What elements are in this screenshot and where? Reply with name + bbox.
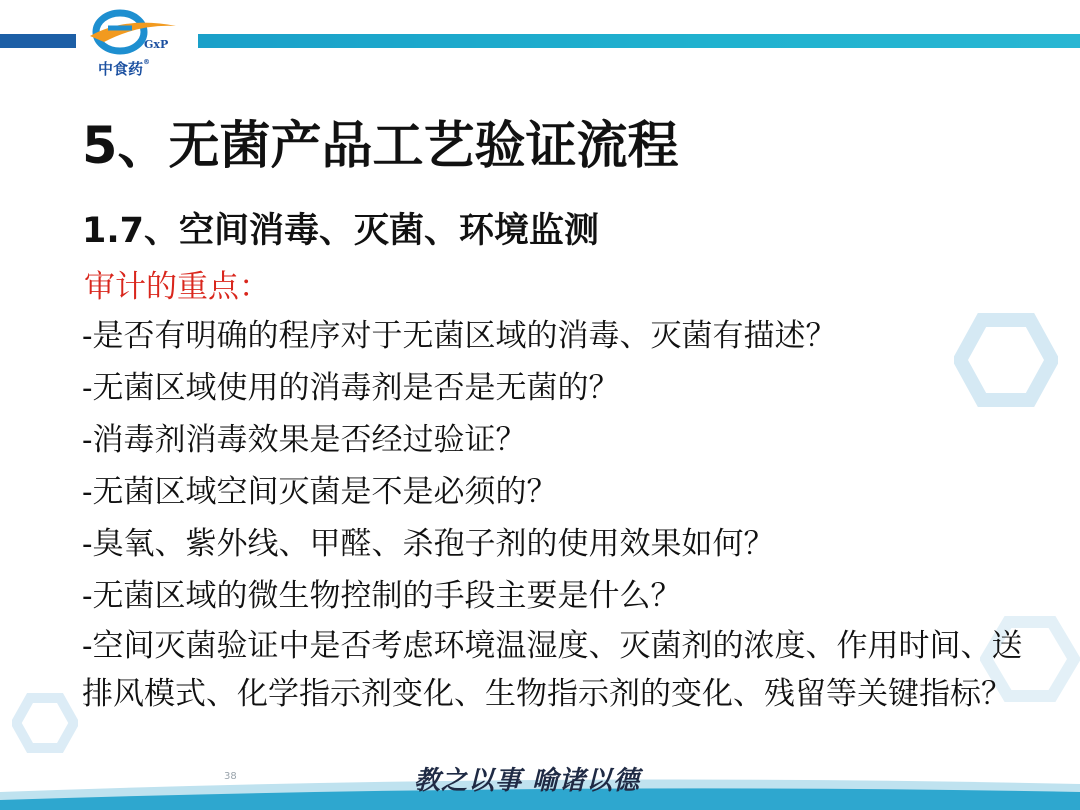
hexagon-decoration-left-icon [12,692,78,754]
logo-emblem-icon [86,6,182,66]
list-item: -空间灭菌验证中是否考虑环境温湿度、灭菌剂的浓度、作用时间、送排风模式、化学指示剂变化、生物指示剂的变化、残留等关键指标？ [82,628,1023,712]
slide-title: 5、无菌产品工艺验证流程 [82,117,679,176]
company-logo [86,6,182,80]
page-number: 38 [224,771,237,782]
list-item: -无菌区域空间灭菌是不是必须的？ [82,474,558,510]
list-item: -无菌区域使用的消毒剂是否是无菌的？ [82,370,620,406]
key-points-label: 审计的重点： [84,269,270,305]
audit-questions-list [82,310,1042,718]
list-item: -是否有明确的程序对于无菌区域的消毒、灭菌有描述？ [82,318,837,354]
header-band-right [198,34,1080,48]
logo-gxp-text: GxP [144,38,169,51]
header-band-left [0,34,76,48]
list-item: -臭氧、紫外线、甲醛、杀孢子剂的使用效果如何？ [82,526,775,562]
section-subtitle: 1.7、空间消毒、灭菌、环境监测 [82,211,600,251]
logo-brand-text: 中食药® [98,58,151,78]
footer-motto: 教之以事 喻诸以德 [414,766,641,796]
list-item: -无菌区域的微生物控制的手段主要是什么？ [82,578,682,614]
list-item: -消毒剂消毒效果是否经过验证？ [82,422,527,458]
